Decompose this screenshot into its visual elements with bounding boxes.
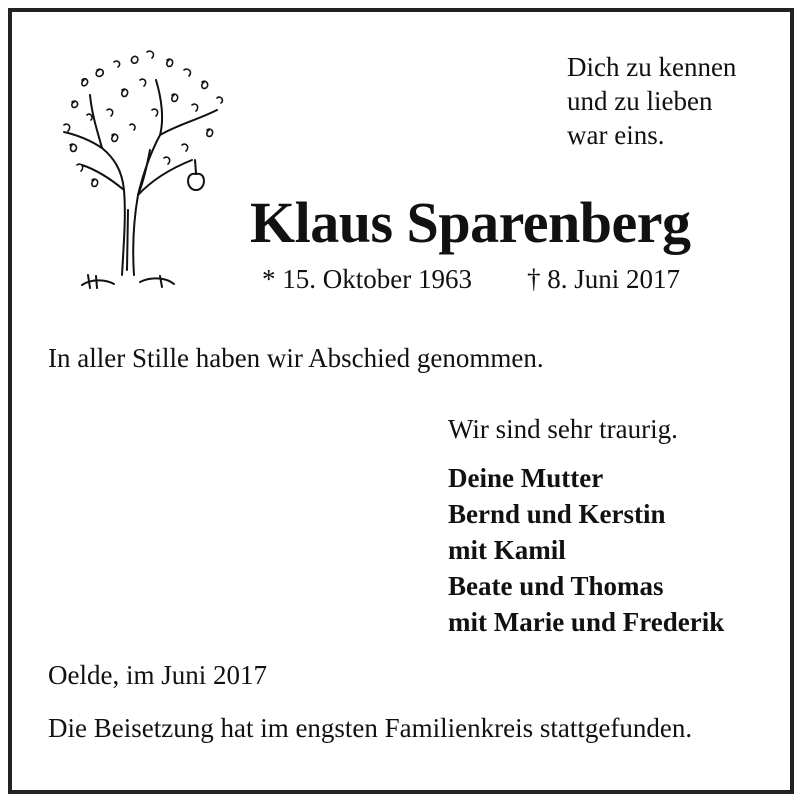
quote-line: Dich zu kennen bbox=[567, 52, 737, 82]
birth-date: * 15. Oktober 1963 bbox=[262, 264, 472, 294]
quote-line: und zu lieben bbox=[567, 86, 713, 116]
burial-note: Die Beisetzung hat im engsten Familienkreis stattgefunden. bbox=[48, 713, 693, 743]
family-member: Deine Mutter bbox=[448, 463, 604, 493]
deceased-name: Klaus Sparenberg bbox=[250, 190, 691, 255]
farewell-text: In aller Stille haben wir Abschied genommen. bbox=[48, 343, 544, 373]
family-member: Beate und Thomas bbox=[448, 571, 664, 601]
memorial-quote bbox=[567, 50, 736, 152]
family-member: mit Kamil bbox=[448, 535, 566, 565]
sad-line: Wir sind sehr traurig. bbox=[448, 414, 678, 444]
family-member: mit Marie und Frederik bbox=[448, 607, 725, 637]
death-date: † 8. Juni 2017 bbox=[527, 264, 681, 294]
tree-with-apple-icon bbox=[52, 40, 232, 300]
quote-line: war eins. bbox=[567, 120, 665, 150]
family-member: Bernd und Kerstin bbox=[448, 499, 666, 529]
place-date: Oelde, im Juni 2017 bbox=[48, 660, 267, 690]
family-signatures bbox=[448, 460, 724, 640]
